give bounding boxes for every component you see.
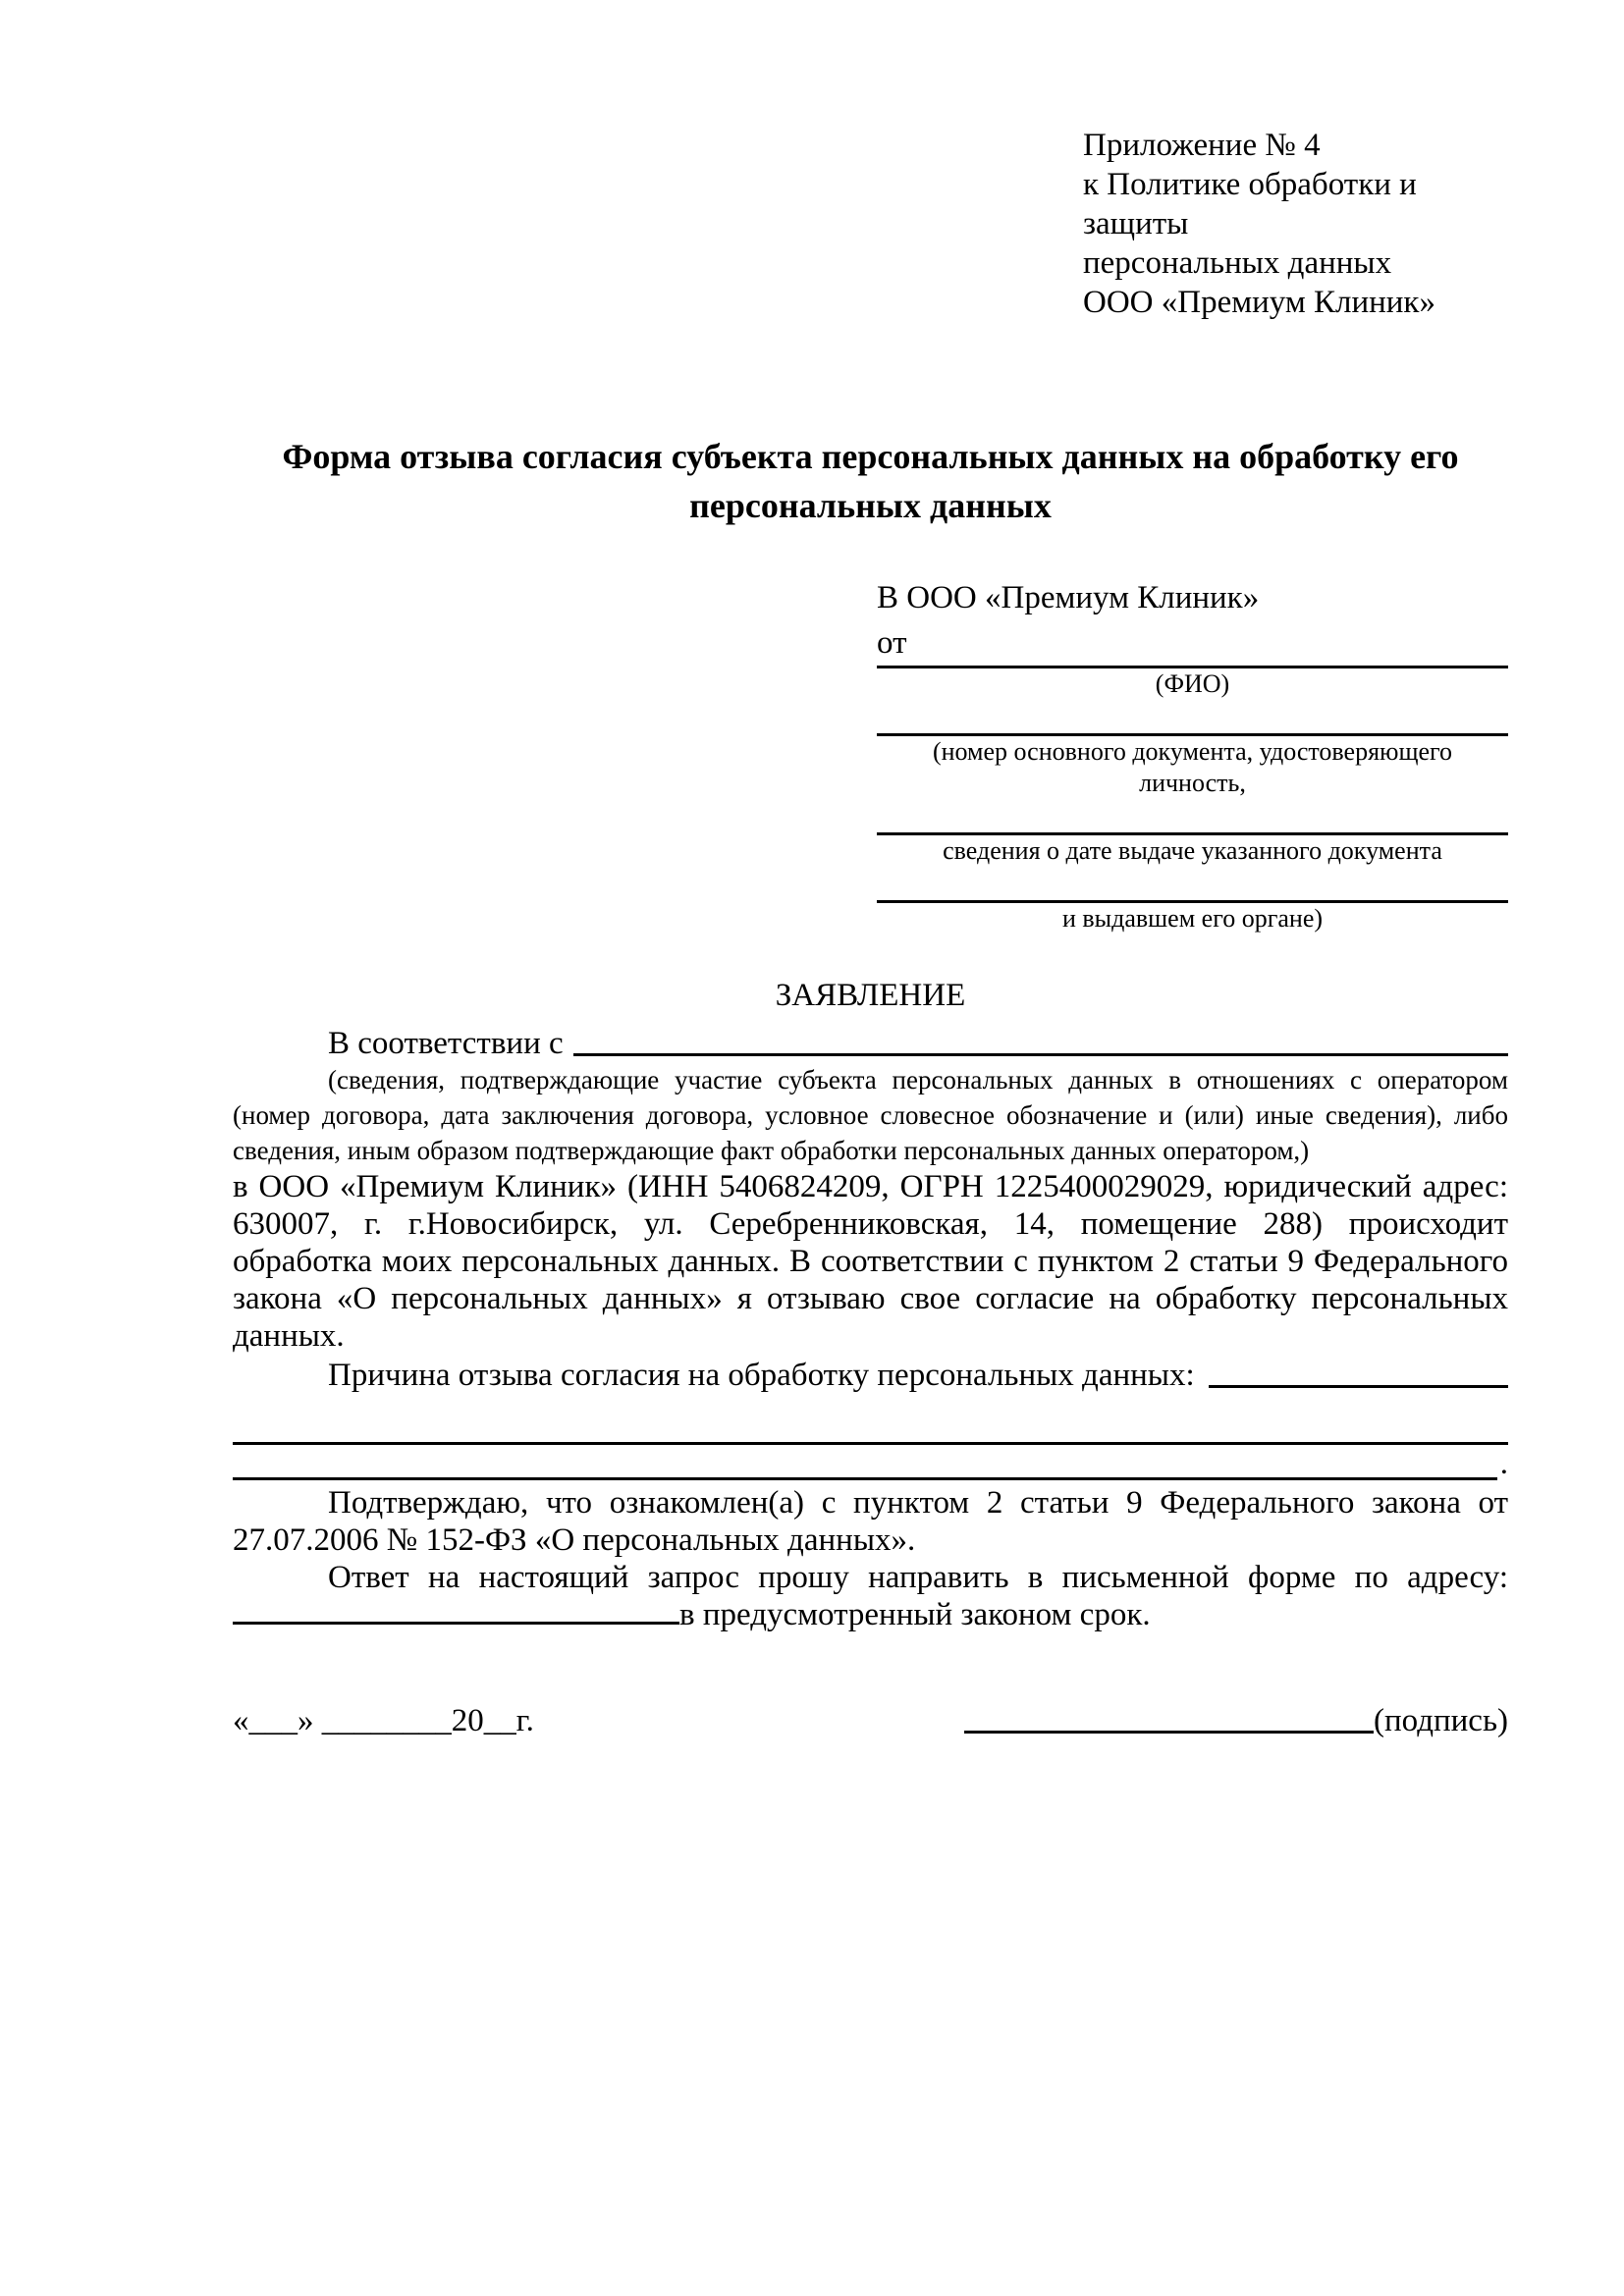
fio-caption: (ФИО) bbox=[1155, 669, 1230, 698]
date-signature-row bbox=[233, 1702, 1508, 1739]
addressee-to: В ООО «Премиум Клиник» bbox=[877, 580, 1260, 615]
intro-blank-line bbox=[573, 1053, 1508, 1056]
reason-label: Причина отзыва согласия на обработку персональных данных: bbox=[328, 1358, 1195, 1393]
intro-prefix: В соответствии с bbox=[328, 1026, 564, 1061]
addressee-block bbox=[877, 575, 1508, 934]
date-line: «___» ________20__г. bbox=[233, 1703, 534, 1738]
reason-line bbox=[233, 1355, 1508, 1394]
sentence-period: . bbox=[1499, 1446, 1508, 1481]
reply-address-blank-line bbox=[233, 1618, 679, 1625]
reply-prefix: Ответ на настоящий запрос прошу направить в письменной форме по адресу: bbox=[328, 1560, 1508, 1595]
appendix-header-line: персональных данных bbox=[1083, 245, 1392, 281]
issue-date-field bbox=[877, 832, 1508, 867]
statement-heading: ЗАЯВЛЕНИЕ bbox=[775, 978, 966, 1013]
appendix-header bbox=[1083, 126, 1508, 322]
appendix-header-line: к Политике обработки и защиты bbox=[1083, 167, 1417, 241]
reply-paragraph bbox=[233, 1559, 1508, 1633]
signature-caption: (подпись) bbox=[1374, 1703, 1508, 1738]
reason-continuation-row bbox=[233, 1410, 1508, 1445]
document-number-field bbox=[877, 733, 1508, 799]
reason-blank-line bbox=[1209, 1385, 1508, 1388]
reason-continuation-row bbox=[233, 1445, 1508, 1480]
document-content bbox=[233, 0, 1508, 1739]
issuing-authority-field bbox=[877, 900, 1508, 934]
confirmation-paragraph: Подтверждаю, что ознакомлен(а) с пунктом 2 статьи 9 Федерального закона от 27.07.2006 № 152-ФЗ «О персональных данных». bbox=[233, 1485, 1508, 1558]
addressee-from-label: от bbox=[877, 625, 907, 661]
fio-field bbox=[877, 666, 1508, 700]
document-number-caption: (номер основного документа, удостоверяющего личность, bbox=[932, 737, 1453, 797]
signature-group bbox=[964, 1702, 1508, 1739]
reply-suffix: в предусмотренный законом срок. bbox=[679, 1597, 1151, 1632]
intro-line bbox=[233, 1017, 1508, 1062]
body-paragraph: в ООО «Премиум Клиник» (ИНН 5406824209, ОГРН 1225400029029, юридический адрес: 630007, г. г.Новосибирск, ул. Серебренниковская, 14, помещение 288) происходит обработка моих персональных данных. В соответствии с пунктом 2 статьи 9 Федерального закона «О персональных данных» я отзываю свое согласие на обработку персональных данных. bbox=[233, 1169, 1508, 1354]
reason-continuation-blank-line bbox=[233, 1477, 1497, 1480]
issue-date-caption: сведения о дате выдаче указанного документа bbox=[943, 836, 1442, 865]
issuing-authority-caption: и выдавшем его органе) bbox=[1061, 904, 1324, 933]
signature-blank-line bbox=[964, 1731, 1374, 1734]
appendix-header-line: Приложение № 4 bbox=[1083, 128, 1321, 163]
reason-continuation-blank-line bbox=[233, 1442, 1508, 1445]
intro-footnote: (сведения, подтверждающие участие субъекта персональных данных в отношениях с оператором (номер договора, дата заключения договора, условное словесное обозначение и (или) иные сведения), либо сведения, иным образом подтверждающие факт обработки персональных данных оператором,) bbox=[233, 1065, 1508, 1165]
appendix-header-line: ООО «Премиум Клиник» bbox=[1083, 285, 1435, 320]
form-title: Форма отзыва согласия субъекта персональных данных на обработку его персональных данных bbox=[282, 437, 1459, 525]
